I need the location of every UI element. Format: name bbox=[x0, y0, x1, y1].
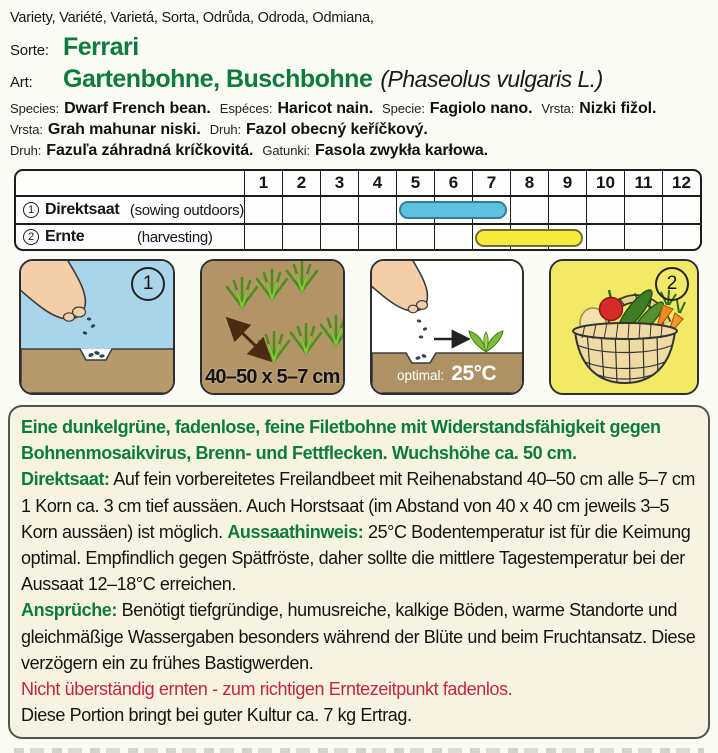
species-label: Espéces: bbox=[219, 101, 273, 116]
calendar-grid-cell bbox=[586, 197, 624, 223]
month-header-cell: 11 bbox=[624, 171, 662, 195]
calendar-grid-cell bbox=[244, 225, 282, 249]
circled-number-1: 1 bbox=[23, 202, 39, 218]
circled-number-2: 2 bbox=[23, 229, 39, 245]
species-line bbox=[10, 140, 708, 161]
species-value: Dwarf French bean. bbox=[64, 100, 211, 117]
calendar-grid-cell bbox=[282, 197, 320, 223]
spacing-caption: 40–50 x 5–7 cm bbox=[205, 366, 340, 388]
panel-germination bbox=[370, 259, 524, 395]
panel-sowing bbox=[19, 259, 175, 395]
temperature-caption bbox=[372, 362, 522, 386]
ansprueche-text: Benötigt tiefgründige, humusreiche, kalkige Böden, warme Standorte und gleichmäßige Wassergaben besonders während der Blüte und beim Fruchtansatz. Diese verzögern ein zu frühes Bastigwerden. bbox=[21, 600, 696, 673]
month-header-cell: 10 bbox=[586, 171, 624, 195]
art-row bbox=[10, 66, 708, 94]
calendar-grid-cell bbox=[510, 197, 548, 223]
calendar-grid-cell bbox=[244, 197, 282, 223]
month-header-cell: 12 bbox=[662, 171, 700, 195]
illustration-panels bbox=[0, 259, 718, 395]
species-value: Nizki fižol. bbox=[579, 100, 657, 117]
variety-languages-line: Variety, Variété, Varietá, Sorta, Odrůda, Odroda, Odmiana, bbox=[10, 10, 374, 26]
species-label: Vrsta: bbox=[541, 101, 575, 116]
species-label: Druh: bbox=[209, 122, 241, 137]
month-header-cell: 2 bbox=[282, 171, 320, 195]
month-header-cell: 3 bbox=[320, 171, 358, 195]
species-line bbox=[10, 98, 708, 119]
species-label: Specie: bbox=[382, 101, 425, 116]
species-value: Grah mahunar niski. bbox=[47, 121, 201, 138]
species-value: Fazuľa záhradná kríčkovitá. bbox=[46, 142, 254, 159]
calendar-grid-cell bbox=[434, 225, 472, 249]
calendar-grid-cell bbox=[624, 225, 662, 249]
species-line bbox=[10, 119, 708, 140]
month-header-cell: 7 bbox=[472, 171, 510, 195]
step-2-badge: 2 bbox=[655, 267, 689, 301]
panel-spacing bbox=[200, 259, 344, 395]
calendar-grid-cell bbox=[662, 197, 700, 223]
species-label: Species: bbox=[10, 101, 60, 116]
species-value: Fazol obecný keříčkový. bbox=[245, 121, 428, 138]
species-label: Druh: bbox=[10, 143, 42, 158]
harvest-row-note: (harvesting) bbox=[137, 228, 213, 246]
calendar-row-sowing bbox=[16, 197, 700, 223]
variety-name: Ferrari bbox=[63, 33, 139, 61]
calendar-month-header bbox=[244, 171, 700, 195]
calendar-grid-cell bbox=[358, 197, 396, 223]
ansprueche-label: Ansprüche: bbox=[21, 600, 118, 621]
month-header-cell: 9 bbox=[548, 171, 586, 195]
red-pepper-icon bbox=[599, 298, 622, 321]
description-requirements bbox=[21, 597, 697, 676]
description-sowing bbox=[21, 466, 697, 597]
species-latin-name: (Phaseolus vulgaris L.) bbox=[380, 65, 603, 92]
sowing-row-label: Direktsaat bbox=[45, 201, 120, 218]
direktsaat-text: Auf fein vorbereitetes Freilandbeet mit Reihenabstand 40–50 cm alle 5–7 cm 1 Korn ca. 3 cm tief aussäen. Auch Horstsaat (im Abstand von 40 x 40 cm jeweils 3–5 Korn aussäen) ist möglich. bbox=[21, 469, 696, 542]
month-header-cell: 4 bbox=[358, 171, 396, 195]
species-value: Fasola zwykła karłowa. bbox=[315, 142, 489, 159]
calendar-row-harvest bbox=[16, 223, 700, 249]
calendar-header-row bbox=[16, 171, 700, 197]
sorte-label: Sorte: bbox=[10, 42, 49, 59]
calendar-grid-cell bbox=[396, 225, 434, 249]
species-translations bbox=[10, 98, 708, 161]
calendar-grid-cell bbox=[548, 197, 586, 223]
aussaathinweis-text: 25°C Bodentemperatur ist für die Keimung optimal. Empfindlich gegen Spätfröste, daher sollte die mittlere Tagestemperatur bei der Aussaat 12–18°C erreichen. bbox=[21, 521, 691, 595]
calendar-grid-cell bbox=[586, 225, 624, 249]
species-value: Fagiolo nano. bbox=[429, 100, 533, 117]
month-header-cell: 8 bbox=[510, 171, 548, 195]
harvest-warning: Nicht überständig ernten - zum richtigen Erntezeitpunkt fadenlos. bbox=[21, 679, 513, 700]
calendar-grid-cell bbox=[358, 225, 396, 249]
optimal-label: optimal: bbox=[397, 368, 445, 383]
month-header-cell: 5 bbox=[396, 171, 434, 195]
species-value: Haricot nain. bbox=[277, 100, 374, 117]
sowing-calendar bbox=[14, 169, 702, 251]
sowing-period-bar bbox=[399, 201, 507, 219]
step-1-badge: 1 bbox=[131, 267, 165, 301]
soil-with-furrow bbox=[21, 349, 175, 393]
aussaathinweis-label: Aussaathinweis: bbox=[227, 521, 364, 542]
species-label: Vrsta: bbox=[10, 122, 43, 137]
calendar-grid-cell bbox=[624, 197, 662, 223]
description-intro: Eine dunkelgrüne, fadenlose, feine Filetbohne mit Widerstandsfähigkeit gegen Bohnenmosaikvirus, Brenn- und Fettflecken. Wuchshöhe ca. 50 cm. bbox=[21, 417, 661, 464]
sorte-row bbox=[10, 34, 708, 62]
harvest-period-bar bbox=[475, 229, 583, 247]
header-section bbox=[0, 0, 718, 161]
sowing-row-note: (sowing outdoors) bbox=[129, 201, 244, 219]
calendar-grid-cell bbox=[320, 197, 358, 223]
yield-note: Diese Portion bringt bei guter Kultur ca. 7 kg Ertrag. bbox=[21, 705, 412, 726]
art-label: Art: bbox=[10, 73, 33, 91]
temperature-value: 25°C bbox=[451, 362, 497, 385]
calendar-grid-cell bbox=[320, 225, 358, 249]
species-label: Gatunki: bbox=[262, 143, 311, 158]
month-header-cell: 6 bbox=[434, 171, 472, 195]
calendar-grid-cell bbox=[662, 225, 700, 249]
panel-harvest bbox=[549, 259, 699, 395]
harvest-row-label: Ernte bbox=[45, 228, 85, 245]
cut-off-text-line bbox=[14, 748, 704, 753]
species-common-name: Gartenbohne, Buschbohne bbox=[63, 64, 373, 93]
calendar-grid-cell bbox=[282, 225, 320, 249]
direktsaat-label: Direktsaat: bbox=[21, 469, 110, 490]
month-header-cell: 1 bbox=[244, 171, 282, 195]
description-box bbox=[8, 405, 710, 739]
calendar-header-spacer bbox=[16, 171, 244, 195]
